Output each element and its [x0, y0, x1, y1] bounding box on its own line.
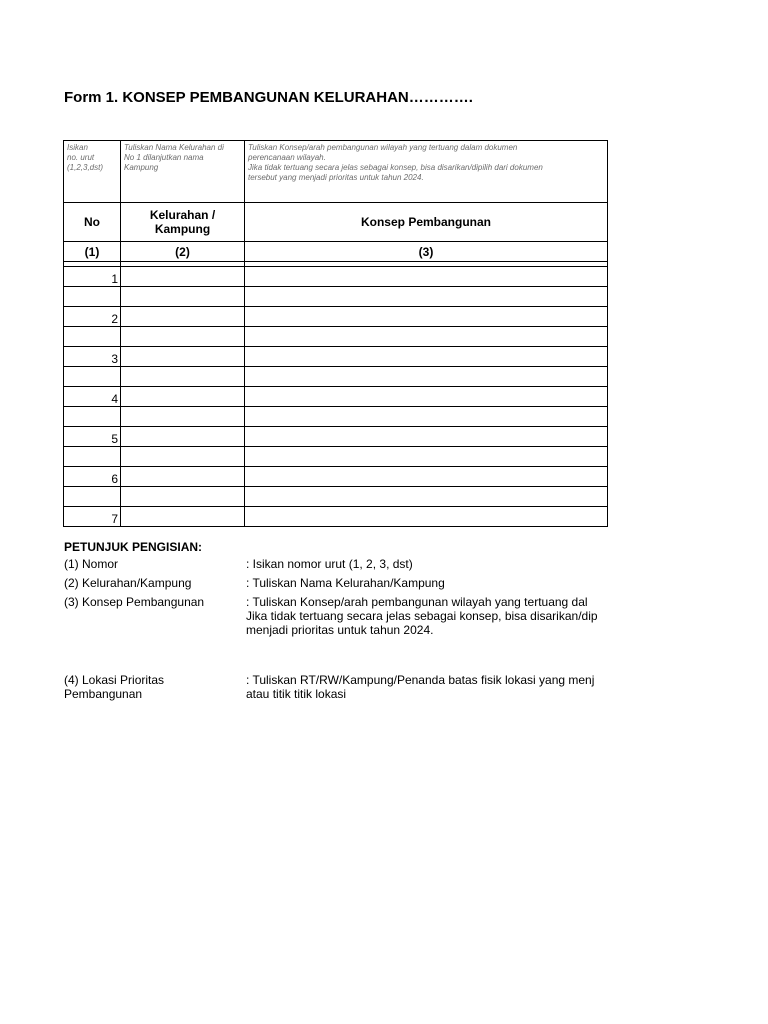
instruction-desc: : Isikan nomor urut (1, 2, 3, dst) [246, 557, 413, 571]
table-row [64, 487, 608, 507]
row-number: 5 [64, 427, 121, 447]
header-row [64, 203, 608, 242]
table-row [64, 307, 608, 327]
hint-row [64, 141, 608, 203]
konsep-cell[interactable] [245, 327, 608, 347]
header-kelurahan: Kelurahan / Kampung [121, 203, 245, 242]
kelurahan-cell[interactable] [121, 407, 245, 427]
table-row [64, 267, 608, 287]
empty-cell[interactable] [64, 287, 121, 307]
row-number: 6 [64, 467, 121, 487]
instruction-label: (2) Kelurahan/Kampung [64, 576, 192, 590]
kelurahan-cell[interactable] [121, 427, 245, 447]
col-number-3: (3) [245, 242, 608, 262]
konsep-cell[interactable] [245, 507, 608, 527]
instruction-label: (3) Konsep Pembangunan [64, 595, 205, 609]
empty-cell[interactable] [64, 487, 121, 507]
hint-kelurahan: Tuliskan Nama Kelurahan di No 1 dilanjutkan nama Kampung [121, 141, 245, 203]
table-row [64, 427, 608, 447]
konsep-cell[interactable] [245, 307, 608, 327]
kelurahan-cell[interactable] [121, 447, 245, 467]
konsep-cell[interactable] [245, 407, 608, 427]
konsep-cell[interactable] [245, 347, 608, 367]
instruction-desc: : Tuliskan Nama Kelurahan/Kampung [246, 576, 445, 590]
kelurahan-cell[interactable] [121, 327, 245, 347]
table-row [64, 287, 608, 307]
row-number: 7 [64, 507, 121, 527]
kelurahan-cell[interactable] [121, 267, 245, 287]
table-row [64, 327, 608, 347]
instructions-heading: PETUNJUK PENGISIAN: [64, 540, 203, 554]
konsep-cell[interactable] [245, 427, 608, 447]
hint-konsep: Tuliskan Konsep/arah pembangunan wilayah yang tertuang dalam dokumen perencanaan wilayah. Jika tidak tertuang secara jelas sebagai konsep, bisa disarikan/dipilih dari dokumen tersebut yang menjadi prioritas untuk tahun 2024. [245, 141, 608, 203]
konsep-cell[interactable] [245, 287, 608, 307]
col-number-1: (1) [64, 242, 121, 262]
konsep-cell[interactable] [245, 367, 608, 387]
konsep-cell[interactable] [245, 387, 608, 407]
instruction-desc: : Tuliskan Konsep/arah pembangunan wilayah yang tertuang dal Jika tidak tertuang secara jelas sebagai konsep, bisa disarikan/dip menjadi prioritas untuk tahun 2024. [246, 595, 598, 637]
empty-cell[interactable] [64, 367, 121, 387]
konsep-cell[interactable] [245, 447, 608, 467]
konsep-cell[interactable] [245, 267, 608, 287]
row-number: 3 [64, 347, 121, 367]
instruction-label: (4) Lokasi Prioritas Pembangunan [64, 673, 165, 701]
kelurahan-cell[interactable] [121, 487, 245, 507]
table-row [64, 407, 608, 427]
table-row [64, 387, 608, 407]
instructions [64, 540, 608, 710]
header-konsep: Konsep Pembangunan [245, 203, 608, 242]
table-row [64, 467, 608, 487]
row-number: 4 [64, 387, 121, 407]
table-row [64, 367, 608, 387]
kelurahan-cell[interactable] [121, 287, 245, 307]
form-title: Form 1. KONSEP PEMBANGUNAN KELURAHAN…………. [64, 89, 473, 106]
kelurahan-cell[interactable] [121, 347, 245, 367]
header-no: No [64, 203, 121, 242]
instruction-desc: : Tuliskan RT/RW/Kampung/Penanda batas fisik lokasi yang menj atau titik titik lokasi [246, 673, 595, 701]
empty-cell[interactable] [64, 447, 121, 467]
kelurahan-cell[interactable] [121, 467, 245, 487]
instruction-label: (1) Nomor [64, 557, 119, 571]
konsep-cell[interactable] [245, 487, 608, 507]
hint-no: Isikan no. urut (1,2,3,dst) [64, 141, 121, 203]
row-number: 2 [64, 307, 121, 327]
table-row [64, 507, 608, 527]
col-number-2: (2) [121, 242, 245, 262]
row-number: 1 [64, 267, 121, 287]
kelurahan-cell[interactable] [121, 387, 245, 407]
table-row [64, 347, 608, 367]
empty-cell[interactable] [64, 327, 121, 347]
table-row [64, 447, 608, 467]
empty-cell[interactable] [64, 407, 121, 427]
kelurahan-cell[interactable] [121, 307, 245, 327]
column-number-row [64, 242, 608, 262]
concept-table [63, 140, 608, 527]
konsep-cell[interactable] [245, 467, 608, 487]
kelurahan-cell[interactable] [121, 367, 245, 387]
kelurahan-cell[interactable] [121, 507, 245, 527]
